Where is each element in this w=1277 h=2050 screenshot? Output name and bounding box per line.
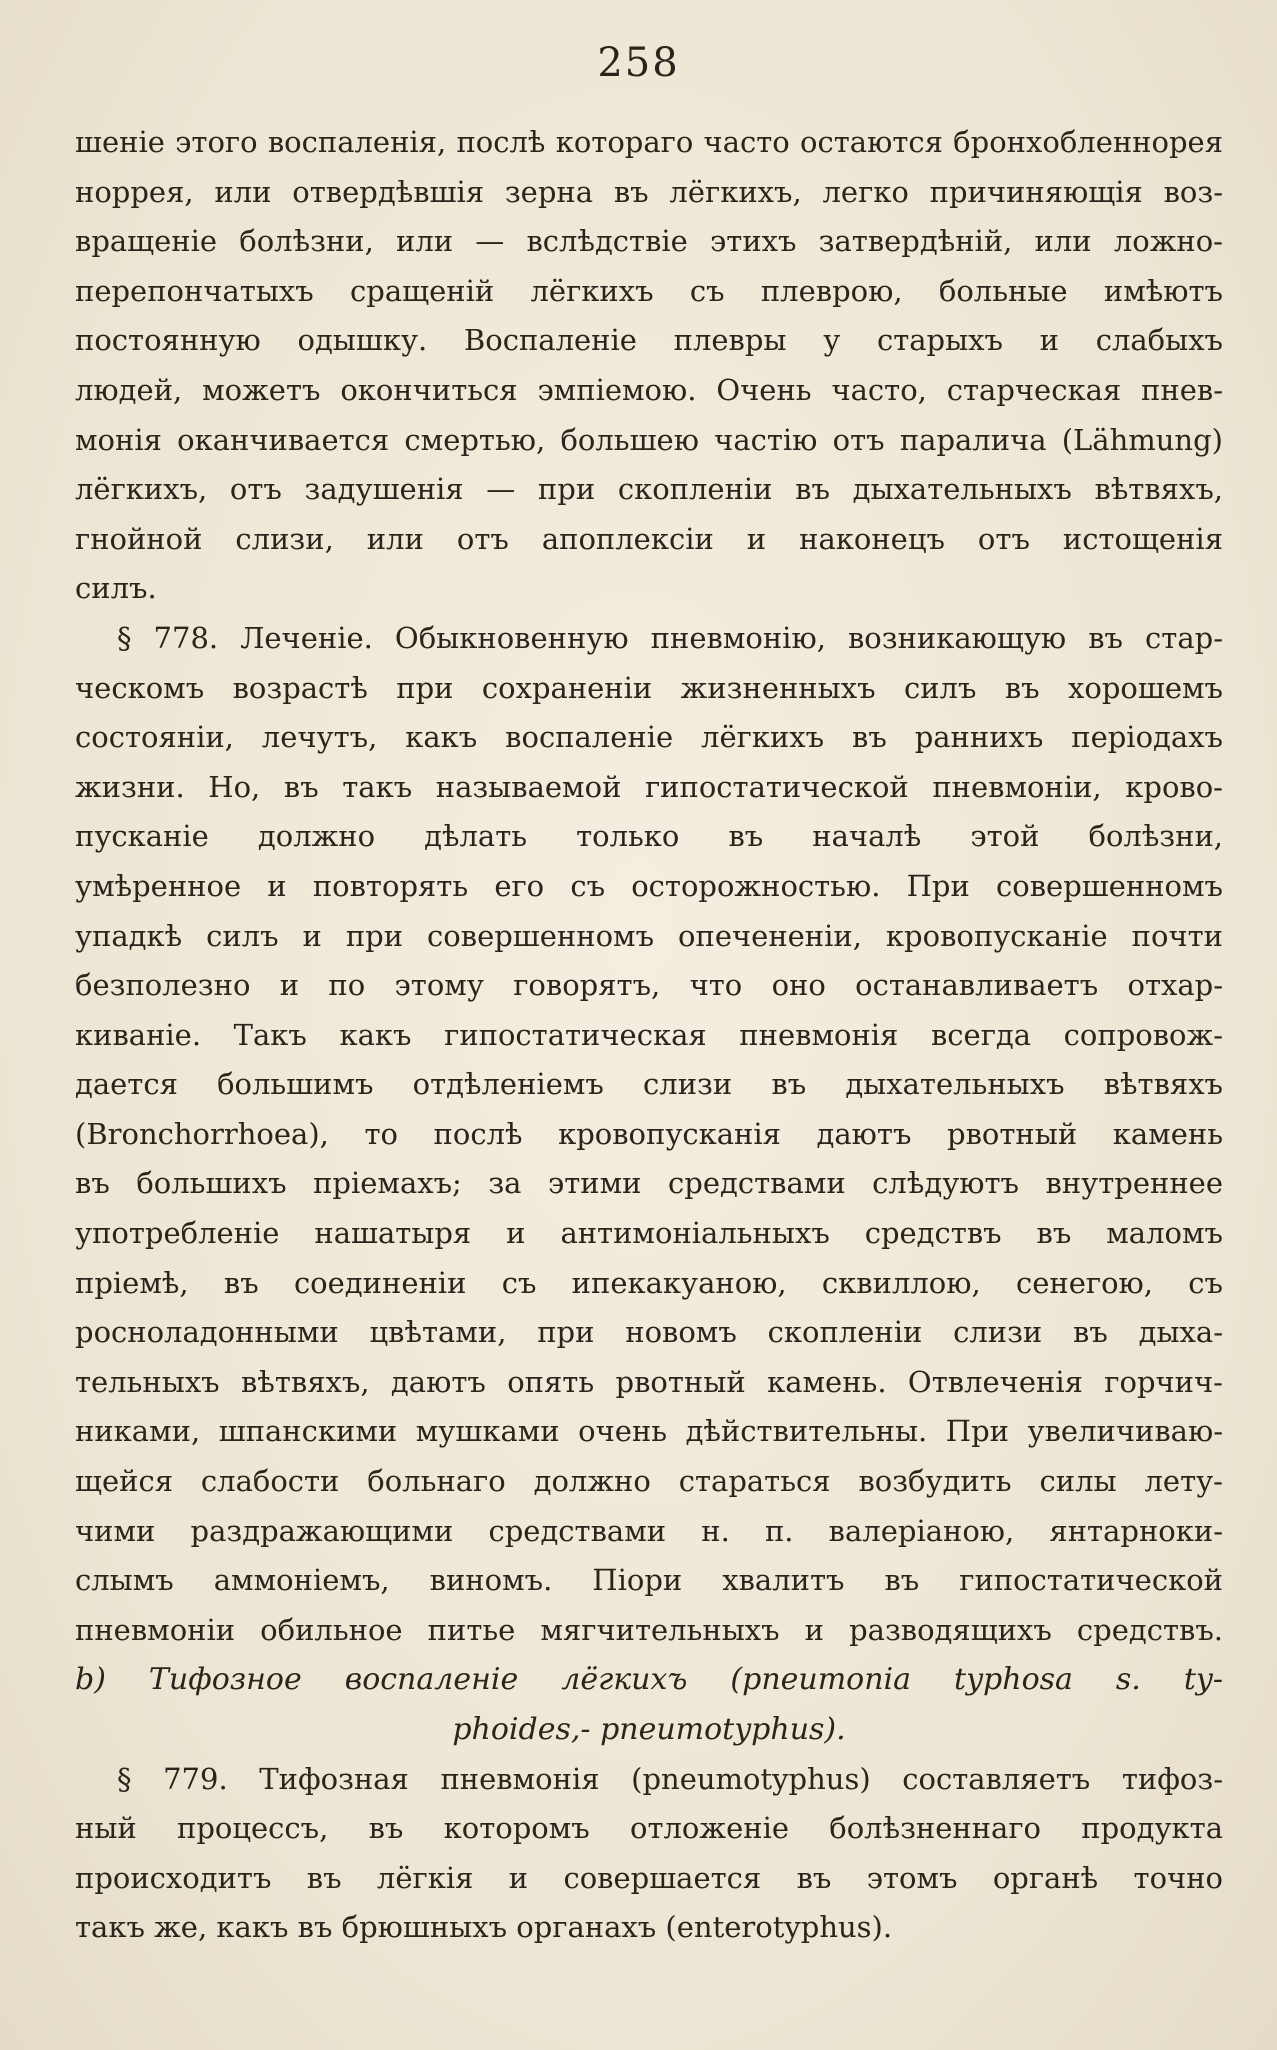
text-line: вращеніе болѣзни, или — вслѣдствіе этихъ затвердѣній, или ложно-	[75, 224, 1223, 259]
text-line: умѣренное и повторять его съ осторожностью. При совершенномъ	[75, 868, 1223, 903]
text-line: норрея, или отвердѣвшія зерна въ лёгкихъ, легко причиняющія воз-	[75, 174, 1223, 209]
text-line: упадкѣ силъ и при совершенномъ опечененіи, кровопусканіе почти	[75, 918, 1223, 953]
page-number: 258	[597, 40, 680, 86]
text-line: происходитъ въ лёгкія и совершается въ этомъ органѣ точно	[75, 1860, 1223, 1895]
text-line: пріемѣ, въ соединеніи съ ипекакуаною, сквиллою, сенегою, съ	[75, 1265, 1223, 1300]
text-line: b) Тифозное воспаленіе лёгкихъ (pneumonia typhosa s. ty-	[75, 1662, 1223, 1698]
text-line: пусканіе должно дѣлать только въ началѣ этой болѣзни,	[75, 819, 1223, 854]
text-line: силъ.	[75, 571, 157, 606]
text-line: въ большихъ пріемахъ; за этими средствами слѣдуютъ внутреннее	[75, 1166, 1223, 1201]
text-line: phoides,- pneumotyphus).	[452, 1712, 846, 1747]
text-line: гнойной слизи, или отъ апоплексіи и наконецъ отъ истощенія	[75, 521, 1223, 556]
text-line: ный процессъ, въ которомъ отложеніе болѣзненнаго продукта	[75, 1811, 1223, 1846]
text-line: безполезно и по этому говорятъ, что оно останавливаетъ отхар-	[75, 968, 1223, 1003]
text-line: употребленіе нашатыря и антимоніальныхъ средствъ въ маломъ	[75, 1216, 1223, 1251]
text-line: тельныхъ вѣтвяхъ, даютъ опять рвотный камень. Отвлеченія горчич-	[75, 1364, 1223, 1399]
text-line: никами, шпанскими мушками очень дѣйствительны. При увеличиваю-	[75, 1414, 1223, 1449]
text-line: слымъ аммоніемъ, виномъ. Піори хвалитъ въ гипостатической	[75, 1563, 1223, 1598]
text-line: жизни. Но, въ такъ называемой гипостатической пневмоніи, крово-	[75, 769, 1223, 804]
text-line: монія оканчивается смертью, большею частію отъ паралича (Lähmung)	[75, 422, 1223, 457]
text-line: постоянную одышку. Воспаленіе плевры у старыхъ и слабыхъ	[75, 323, 1223, 358]
text-line: ческомъ возрастѣ при сохраненіи жизненныхъ силъ въ хорошемъ	[75, 670, 1223, 705]
text-line: (Bronchorrhoea), то послѣ кровопусканія даютъ рвотный камень	[75, 1116, 1223, 1151]
body-text	[75, 118, 1223, 1953]
text-line: лёгкихъ, отъ задушенія — при скопленіи въ дыхательныхъ вѣтвяхъ,	[75, 472, 1223, 507]
text-line: перепончатыхъ сращеній лёгкихъ съ плеврою, больные имѣютъ	[75, 273, 1223, 308]
text-line: чими раздражающими средствами н. п. валеріаною, янтарноки-	[75, 1513, 1223, 1548]
text-line: § 779. Тифозная пневмонія (pneumotyphus) составляетъ тифоз-	[117, 1761, 1223, 1796]
text-line: такъ же, какъ въ брюшныхъ органахъ (enterotyphus).	[75, 1910, 893, 1945]
text-line: щейся слабости больнаго должно стараться возбудить силы лету-	[75, 1464, 1223, 1499]
text-line: шеніе этого воспаленія, послѣ котораго часто остаются бронхобленнорея	[75, 125, 1223, 159]
text-line: состояніи, лечутъ, какъ воспаленіе лёгкихъ въ раннихъ періодахъ	[75, 720, 1223, 755]
text-line: дается большимъ отдѣленіемъ слизи въ дыхательныхъ вѣтвяхъ	[75, 1067, 1223, 1102]
text-line: росноладонными цвѣтами, при новомъ скопленіи слизи въ дыха-	[75, 1315, 1223, 1350]
text-line: пневмоніи обильное питье мягчительныхъ и разводящихъ средствъ.	[75, 1612, 1223, 1647]
text-line: § 778. Леченіе. Обыкновенную пневмонію, возникающую въ стар-	[117, 620, 1223, 655]
text-line: людей, можетъ окончиться эмпіемою. Очень часто, старческая пнев-	[75, 372, 1223, 407]
text-line: киваніе. Такъ какъ гипостатическая пневмонія всегда сопровож-	[75, 1017, 1223, 1052]
